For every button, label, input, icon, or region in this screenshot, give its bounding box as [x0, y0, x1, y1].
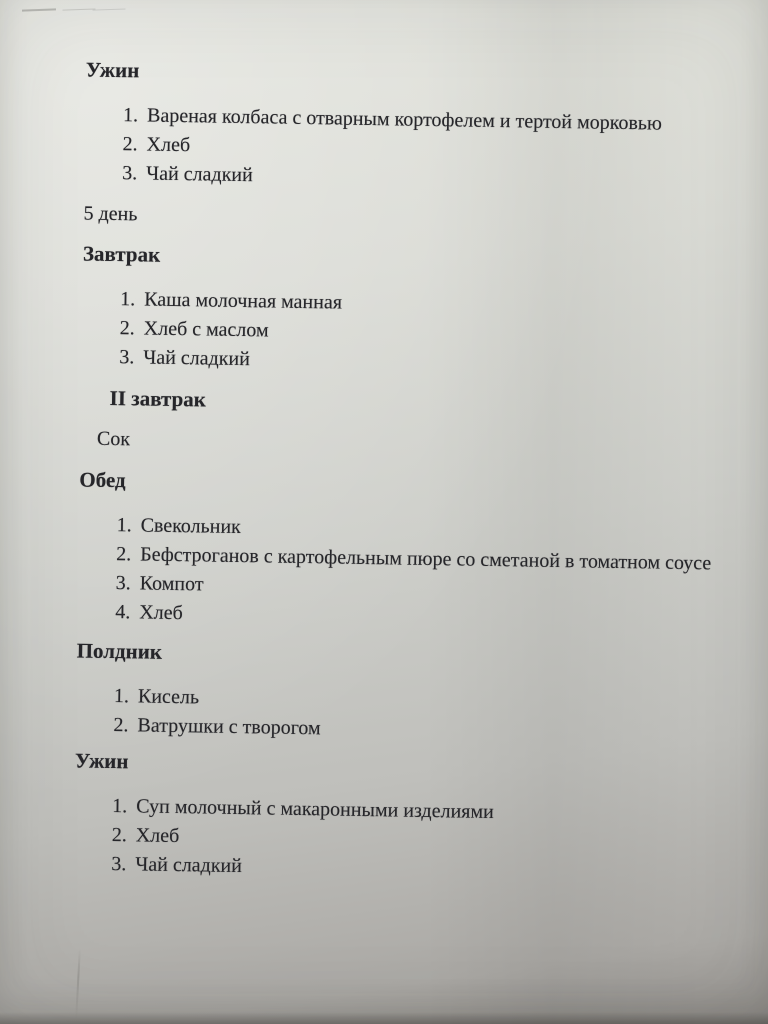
- dinner-heading: Ужин: [85, 57, 140, 83]
- item-text: Чай сладкий: [146, 162, 253, 187]
- menu-page: [73, 58, 758, 889]
- breakfast-heading: Завтрак: [82, 241, 161, 267]
- paper-crease: [75, 948, 81, 1020]
- lunch-heading: Обед: [79, 467, 126, 493]
- dinner-list-2: [111, 792, 746, 889]
- item-number: 1.: [116, 514, 132, 537]
- item-number: 2.: [111, 824, 127, 847]
- item-number: 2.: [116, 543, 132, 566]
- item-text: Ватрушки с творогом: [137, 714, 321, 740]
- item-text: Чай сладкий: [135, 853, 243, 878]
- item-text: Бефстроганов с картофельным пюре со сметаной в томатном соусе: [140, 543, 712, 575]
- item-number: 3.: [115, 572, 131, 595]
- lunch-list: [115, 511, 751, 637]
- item-text: Хлеб: [146, 133, 191, 157]
- breakfast-list: [119, 285, 754, 382]
- item-text: Вареная колбаса с отварным кортофелем и тертой морковью: [146, 104, 663, 135]
- paper-scuff-marks: [22, 8, 56, 11]
- item-number: 1.: [122, 104, 139, 127]
- item-text: Каша молочная манная: [144, 288, 343, 314]
- item-number: 1.: [113, 685, 130, 708]
- item-text: Кисель: [137, 685, 200, 709]
- item-text: Компот: [139, 572, 204, 596]
- item-text: Чай сладкий: [143, 346, 251, 371]
- item-text: Суп молочный с макаронными изделиями: [136, 795, 494, 824]
- item-number: 2.: [113, 714, 129, 737]
- dinner-heading-2: Ужин: [74, 748, 129, 774]
- item-number: 1.: [112, 795, 128, 818]
- item-number: 2.: [122, 133, 138, 156]
- item-text: Хлеб: [139, 601, 183, 625]
- afternoon-snack-heading: Полдник: [76, 638, 163, 664]
- item-text: Хлеб с маслом: [143, 317, 269, 342]
- item-number: 4.: [115, 601, 131, 624]
- second-breakfast-heading: II завтрак: [109, 385, 207, 412]
- item-text: Свекольник: [140, 514, 242, 539]
- item-number: 3.: [119, 346, 135, 369]
- item-number: 2.: [119, 317, 135, 340]
- item-number: 3.: [111, 853, 127, 876]
- photo-edge-shadow: [0, 1012, 768, 1024]
- item-number: 3.: [122, 162, 138, 185]
- second-breakfast-item: Сок: [96, 427, 131, 451]
- item-text: Хлеб: [135, 824, 180, 848]
- day-label: 5 день: [83, 202, 138, 226]
- afternoon-snack-list: [113, 682, 748, 750]
- dinner-list: [122, 101, 757, 198]
- item-number: 1.: [120, 288, 136, 311]
